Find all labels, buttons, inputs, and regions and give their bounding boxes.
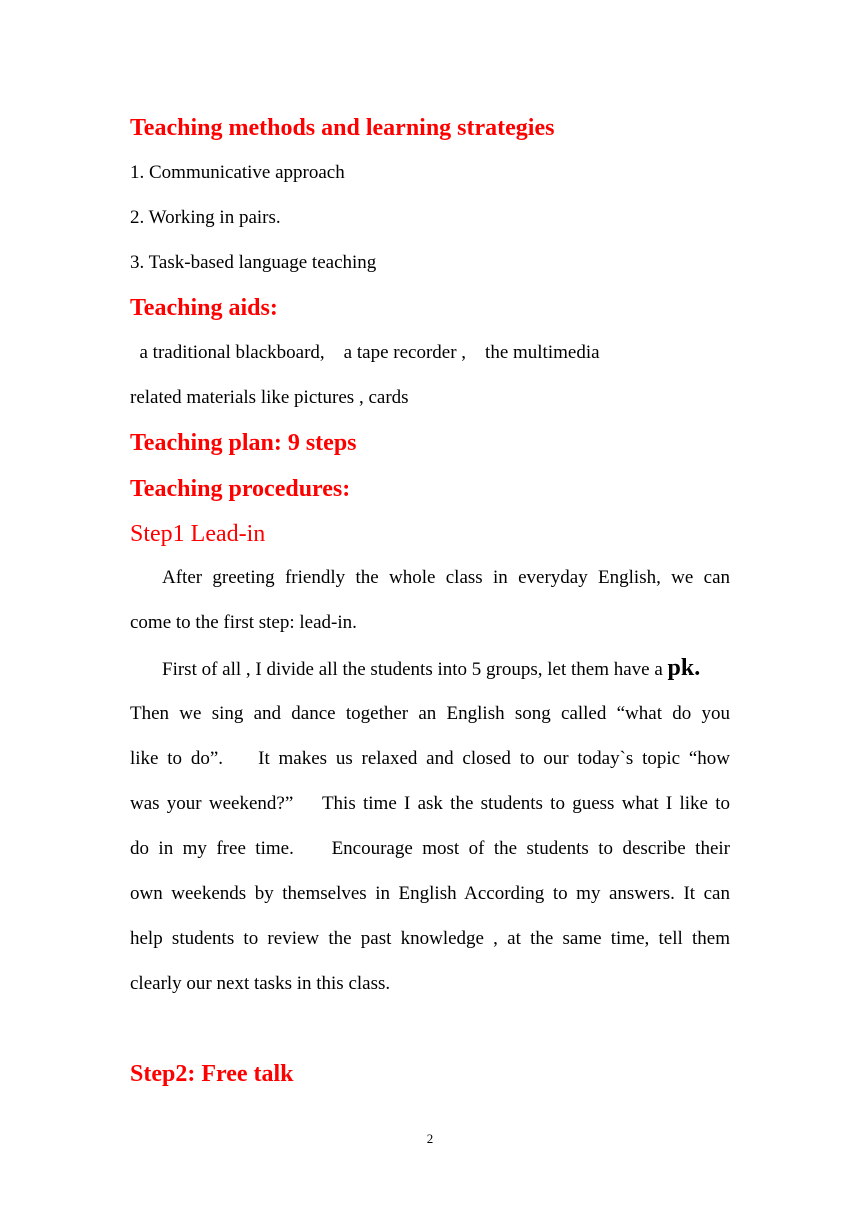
step1-para2-line-2: Then we sing and dance together an English song called “what do you	[130, 703, 730, 724]
heading-step1: Step1 Lead-in	[130, 521, 266, 547]
step1-para1-line-1: After greeting friendly the whole class in everyday English, we can	[162, 567, 730, 588]
step1-para2-line-6: own weekends by themselves in English According to my answers. It can	[130, 883, 730, 904]
heading-teaching-plan: Teaching plan: 9 steps	[130, 430, 357, 456]
aids-line-2: related materials like pictures , cards	[130, 387, 409, 408]
heading-step2: Step2: Free talk	[130, 1061, 294, 1087]
step1-para2-line-5: do in my free time. Encourage most of the students to describe their	[130, 838, 730, 859]
aids-line-1: a traditional blackboard, a tape recorder , the multimedia	[130, 342, 600, 363]
page-number: 2	[426, 1131, 434, 1146]
method-item-3: 3. Task-based language teaching	[130, 252, 377, 273]
heading-teaching-aids: Teaching aids:	[130, 295, 278, 321]
step1-para2-line-1	[162, 656, 700, 680]
heading-teaching-procedures: Teaching procedures:	[130, 476, 351, 502]
pk-text: pk.	[667, 655, 701, 681]
heading-teaching-methods: Teaching methods and learning strategies	[130, 115, 555, 141]
step1-para2-line-3: like to do”. It makes us relaxed and closed to our today`s topic “how	[130, 748, 730, 769]
method-item-1: 1. Communicative approach	[130, 162, 345, 183]
step1-para1-line-2: come to the first step: lead-in.	[130, 612, 357, 633]
method-item-2: 2. Working in pairs.	[130, 207, 281, 228]
step1-para2-line-7: help students to review the past knowledge , at the same time, tell them	[130, 928, 730, 949]
step1-para2-first-text: First of all , I divide all the students into 5 groups, let them have a	[162, 659, 668, 680]
step1-para2-line-8: clearly our next tasks in this class.	[130, 973, 391, 994]
step1-para2-line-4: was your weekend?” This time I ask the students to guess what I like to	[130, 793, 730, 814]
